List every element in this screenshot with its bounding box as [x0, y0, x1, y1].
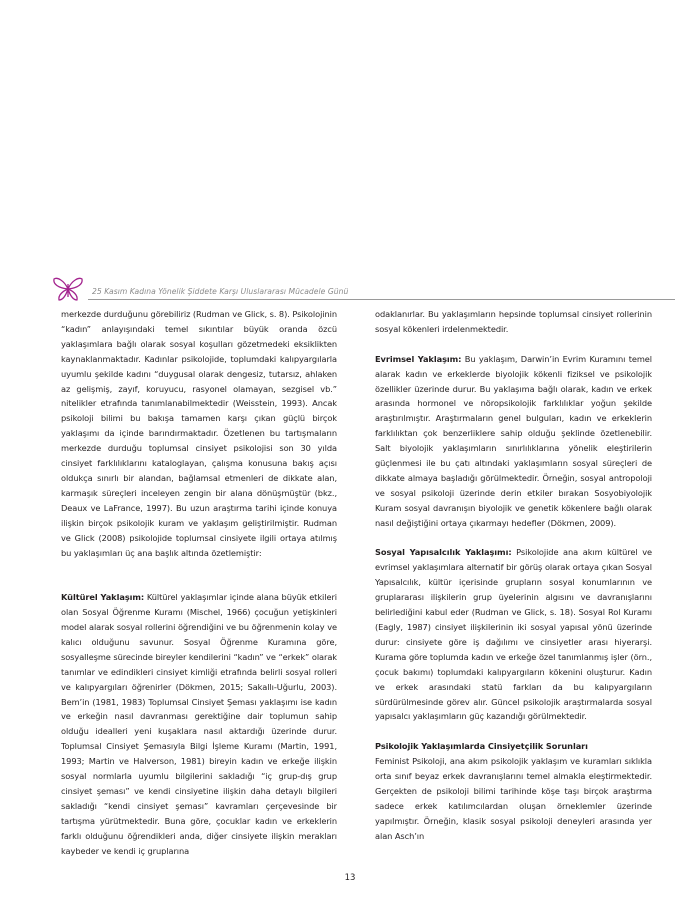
butterfly-icon [52, 276, 84, 302]
left-column [61, 307, 337, 859]
spacer [61, 560, 337, 575]
section-cultural [61, 590, 337, 858]
spacer [61, 575, 337, 590]
section-text-evolutionary: Bu yaklaşım, Darwin’in Evrim Kuramını temel alarak kadın ve erkeklerde biyolojik kökenli fiziksel ve psikolojik özellikler üzerinde durur. Bu yaklaşıma bağlı olarak, kadın ve erkek arasında hormonel ve nöropsikolojik farklılıklar yoğun şekilde araştırılmıştır. Araştırmaların genel bulguları, kadın ve erkeklerin farklılıktan çok benzerliklere sahip olduğu şeklinde özetlenebilir. Salt biyolojik yaklaşımların sınırlılıklarına yönelik eleştirilerin güçlenmesi ile bu çatı altındaki yaklaşımların sosyal süreçleri de dikkate almaya başladığı görülmektedir. Örneğin, sosyal antropoloji ve sosyal psikoloji üzerinde derin etkiler bırakan Sosyobiyolojik Kuram sosyal davranışın biyolojik ve genetik kökenlere bağlı olarak nasıl değiştiğini ortaya çıkarmayı hedefler (Dökmen, 2009). [375, 353, 653, 528]
section-heading-cultural: Kültürel Yaklaşım: [61, 592, 145, 603]
header-rule [88, 299, 675, 300]
section-text-social-constructionism: Psikolojide ana akım kültürel ve evrimsel yaklaşımlara alternatif bir görüş olarak ortaya çıkan Sosyal Yapısalcılık, kültür içerisinde grupların sosyal konumlarının ve gruplararası ilişkilerin grup üyelerinin algısını ve davranışlarını belirlediğini kabul eder (Rudman ve Glick, s. 18). Sosyal Rol Kuramı (Eagly, 1987) cinsiyet ilişkilerinin iki sosyal yapısal yönü üzerinde durur: cinsiyete göre iş dağılımı ve cinsiyetler arası hiyerarşi. Kurama göre toplumda kadın ve erkeğe özel tanımlanmış işler (örn., çocuk bakımı) toplumdaki kalıpyargıların kökenini oluşturur. Kadın ve erkek arasındaki statü farkları da bu kalıpyargıların sürdürülmesinde görev alır. Güncel psikolojik araştırmalarda sosyal yapısalcı yaklaşımların güç kazandığı görülmektedir. [375, 547, 652, 722]
section-text-sexism: Feminist Psikoloji, ana akım psikolojik yaklaşım ve kuramları sıklıkla orta sınıf beyaz erkek davranışlarını temel almakla eleştirmektedir. Gerçekten de psikoloji bilimi tarihinde köşe taşı birçok araştırma sadece erkek katılımcılardan oluşan örneklemler üzerinde yapılmıştır. Örneğin, klasik sosyal psikoloji deneyleri arasında yer alan Asch’ın [375, 756, 652, 841]
spacer [375, 337, 652, 352]
section-heading-evolutionary: Evrimsel Yaklaşım: [375, 353, 462, 364]
section-social-constructionism [375, 545, 652, 724]
paragraph-continuation: odaklanırlar. Bu yaklaşımların hepsinde toplumsal cinsiyet rollerinin sosyal kökenleri irdelenmektedir. [375, 309, 652, 334]
right-column [375, 307, 652, 844]
section-heading-sexism: Psikolojik Yaklaşımlarda Cinsiyetçilik Sorunları [375, 741, 588, 752]
paragraph-intro: merkezde durduğunu görebiliriz (Rudman ve Glick, s. 8). Psikolojinin “kadın” anlayışındaki temel sıkıntılar büyük oranda özcü yaklaşımlara bağlı olarak sosyal koşulları gözetmedeki eksiklikten kaynaklanmaktadır. Kadınlar psikolojide, toplumdaki kalıpyargılarla uyumlu şekilde kadını “duygusal olarak dengesiz, tutarsız, ahlaken az gelişmiş, zayıf, koruyucu, rasyonel olamayan, sezgisel vb.” nitelikler etrafında tanımlanabilmektedir (Weisstein, 1993). Ancak psikoloji bilimi bu bakışa tamamen karşı çıkan güçlü birçok yaklaşımı da içinde barındırmaktadır. Özetlenen bu tartışmaların merkezde durduğu toplumsal cinsiyet psikolojisi son 30 yılda cinsiyet farklılıklarını kataloglayan, çalışma konusuna bakış açısı oldukça sınırlı bir alandan, bağlamsal etmenleri de dikkate alan, karmaşık süreçleri inceleyen zengin bir alana dönüşmüştür (bkz., Deaux ve LaFrance, 1997). Bu uzun araştırma tarihi içinde konuya ilişkin birçok psikolojik kuram ve yaklaşım geliştirilmiştir. Rudman ve Glick (2008) psikolojide toplumsal cinsiyete ilgili ortaya atılmış bu yaklaşımları üç ana başlık altında özetlemiştir: [61, 309, 337, 558]
section-text-cultural: Kültürel yaklaşımlar içinde alana büyük etkileri olan Sosyal Öğrenme Kuramı (Mischel, 1966) çocuğun yetişkinleri model alarak sosyal rollerini öğrendiğini ve bu öğrenmenin kolay ve kalıcı olduğunu savunur. Sosyal Öğrenme Kuramına göre, sosyalleşme sürecinde bireyler kendilerini “kadın” ve “erkek” olarak tanımlar ve edindikleri cinsiyet kimliği etrafında belirli sosyal rolleri ve kalıpyargıları öğrenirler (Dökmen, 2015; Sakallı-Uğurlu, 2003). Bem’in (1981, 1983) Toplumsal Cinsiyet Şeması yaklaşımı ise kadın ve erkeğin nasıl davranması gerektiğine dair toplumun sahip olduğu idealleri yeni kuşaklara nasıl aktardığı üzerinde durur. Toplumsal Cinsiyet Şemasıyla Bilgi İşleme Kuramı (Martin, 1991, 1993; Martin ve Halverson, 1981) bireyin kadın ve erkeğe ilişkin sosyal normlarla uyumlu bilgilerini sakladığı “iç grup-dış grup cinsiyet şeması” ve kendi cinsiyetine ilişkin daha detaylı bilgileri sakladığı “kendi cinsiyet şeması” kavramları çerçevesinde bir tartışma yürütmektedir. Buna göre, çocuklar kadın ve erkeklerin farklı olduğunu öğrendikleri anda, diğer cinsiyete ilişkin merakları kaybeder ve kendi iç gruplarına [61, 592, 337, 856]
section-heading-social-constructionism: Sosyal Yapısalcılık Yaklaşımı: [375, 547, 512, 558]
section-evolutionary [375, 352, 652, 531]
header-title: 25 Kasım Kadına Yönelik Şiddete Karşı Uluslararası Mücadele Günü [92, 287, 349, 296]
spacer [375, 531, 652, 546]
page-number: 13 [344, 873, 356, 883]
spacer [375, 724, 652, 739]
running-header [52, 276, 675, 302]
